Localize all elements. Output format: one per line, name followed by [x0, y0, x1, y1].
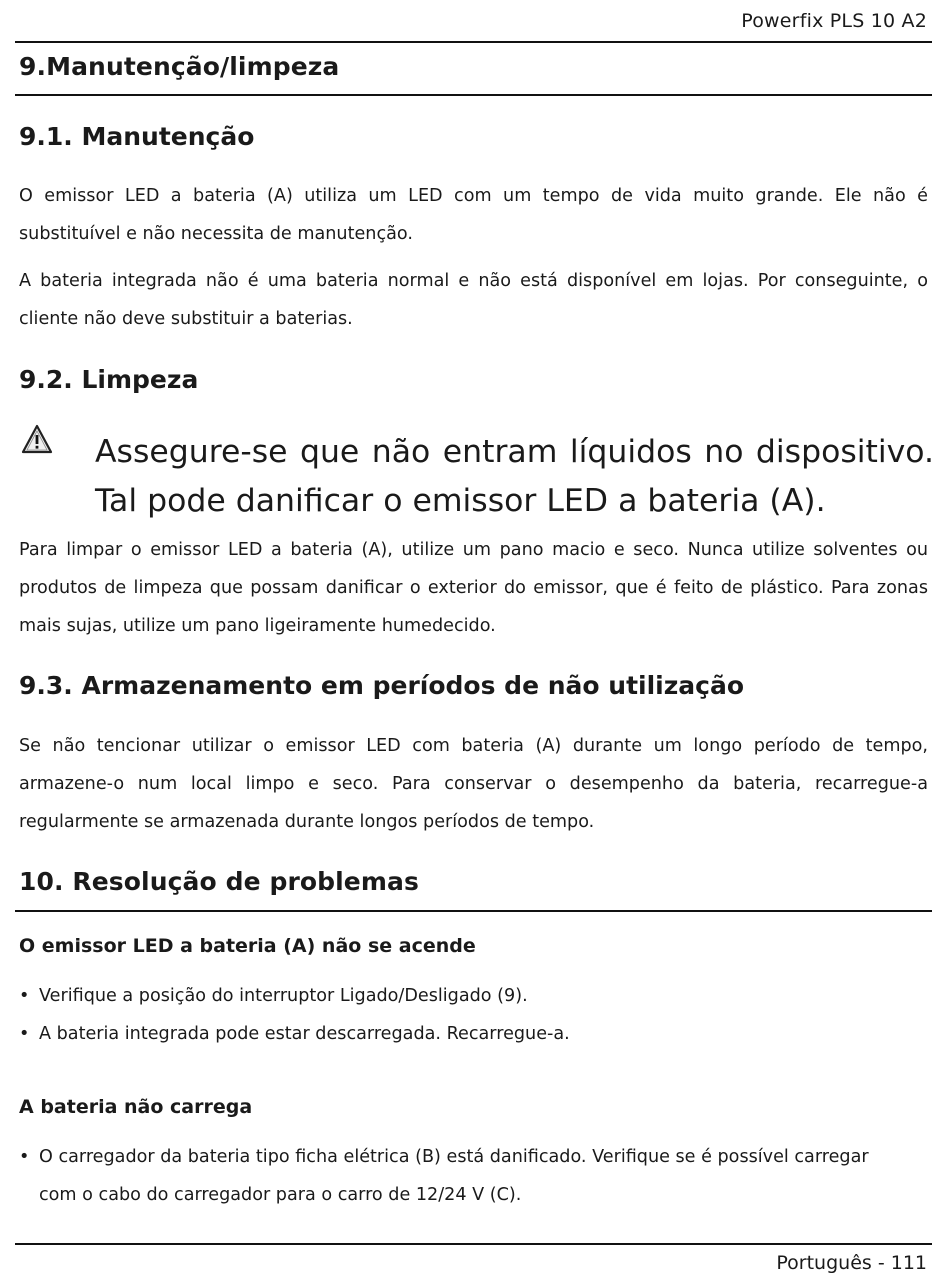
header-rule — [15, 41, 932, 43]
problem-2-heading: A bateria não carrega — [19, 1096, 253, 1118]
page-footer: Português - 111 — [776, 1252, 927, 1274]
problem-1-heading: O emissor LED a bateria (A) não se acende — [19, 935, 476, 957]
section-10-title: 10. Resolução de problemas — [19, 867, 419, 896]
problem-1-item-2 — [19, 1015, 899, 1053]
footer-rule — [15, 1243, 932, 1245]
section-9-rule — [15, 94, 932, 96]
section-9-1-paragraph-2: A bateria integrada não é uma bateria normal e não está disponível em lojas. Por conseguinte, o cliente não deve substituir a baterias. — [19, 271, 928, 329]
section-10-rule — [15, 910, 932, 912]
running-header: Powerfix PLS 10 A2 — [741, 10, 927, 32]
section-9-3-title: 9.3. Armazenamento em períodos de não utilização — [19, 671, 745, 700]
bullet-glyph: • — [19, 1024, 30, 1044]
warning-triangle-icon — [21, 424, 53, 454]
list-item-text: O carregador da bateria tipo ficha elétrica (B) está danificado. Verifique se é possível carregar com o cabo do carregador para o carro de 12/24 V (C). — [39, 1147, 869, 1205]
bullet-glyph: • — [19, 986, 30, 1006]
section-9-1-title: 9.1. Manutenção — [19, 122, 255, 151]
bullet-glyph: • — [19, 1147, 30, 1167]
section-9-2-paragraph-1: Para limpar o emissor LED a bateria (A), utilize um pano macio e seco. Nunca utilize solventes ou produtos de limpeza que possam danificar o exterior do emissor, que é feito de plástico. Para zonas mais sujas, utilize um pano ligeiramente humedecido. — [19, 540, 928, 636]
list-item-text: Verifique a posição do interruptor Ligado/Desligado (9). — [39, 986, 528, 1006]
warning-text: Assegure-se que não entram líquidos no dispositivo. Tal pode danificar o emissor LED a bateria (A). — [95, 434, 934, 519]
section-9-title: 9.Manutenção/limpeza — [19, 52, 340, 81]
section-9-2-title: 9.2. Limpeza — [19, 365, 199, 394]
problem-2-item-1 — [19, 1138, 899, 1214]
section-9-3-paragraph-1: Se não tencionar utilizar o emissor LED com bateria (A) durante um longo período de tempo, armazene-o num local limpo e seco. Para conservar o desempenho da bateria, recarregue-a regularmente se armazenada durante longos períodos de tempo. — [19, 736, 928, 832]
section-9-1-paragraph-1: O emissor LED a bateria (A) utiliza um LED com um tempo de vida muito grande. Ele não é substituível e não necessita de manutenção. — [19, 186, 928, 244]
problem-1-item-1 — [19, 977, 899, 1015]
list-item-text: A bateria integrada pode estar descarregada. Recarregue-a. — [39, 1024, 570, 1044]
